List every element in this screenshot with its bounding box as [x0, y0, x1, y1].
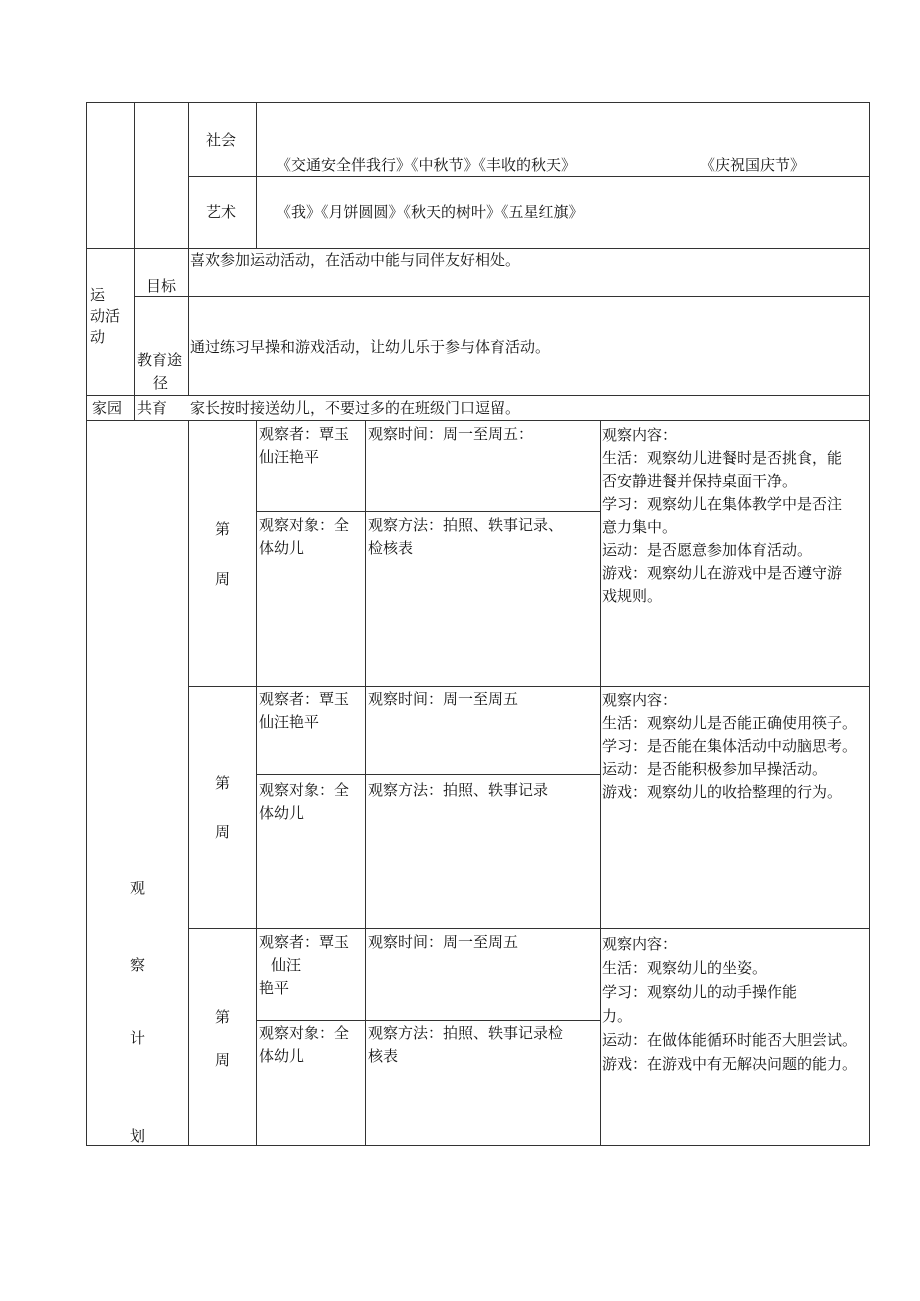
sports-label: 运 动活 动 — [90, 286, 121, 346]
week-label: 第 — [215, 1008, 231, 1026]
home-label: 家园 — [92, 399, 123, 417]
week3-content: 观察内容： 生活：观察幼儿的坐姿。 学习：观察幼儿的动手操作能 力。 运动：在做体能循环时能否大胆尝试。 游戏：在游戏中有无解决问题的能力。 — [602, 935, 858, 1073]
art-content: 《我》《月饼圆圆》《秋天的树叶》《五星红旗》 — [276, 203, 584, 221]
sports-method-label: 教育途 径 — [137, 351, 183, 392]
week3-observer: 观察者：覃玉 仙汪 艳平 — [259, 933, 350, 997]
week3-method: 观察方法：拍照、轶事记录检 核表 — [368, 1024, 564, 1065]
week2-target: 观察对象：全 体幼儿 — [259, 781, 350, 822]
week-label-b: 周 — [215, 1051, 231, 1069]
social-content-extra: 《庆祝国庆节》 — [700, 156, 806, 174]
home-label-b: 共育 — [137, 399, 168, 417]
social-label: 社会 — [206, 131, 237, 149]
week2-content: 观察内容： 生活：观察幼儿是否能正确使用筷子。 学习：是否能在集体活动中动脑思考。 运动：是否能积极参加早操活动。 游戏：观察幼儿的收拾整理的行为。 — [602, 691, 858, 801]
week3-time: 观察时间：周一至周五 — [368, 933, 519, 951]
week2-time: 观察时间：周一至周五 — [368, 690, 519, 708]
week1-time: 观察时间：周一至周五： — [368, 425, 534, 443]
observation-title-char-2: 察 — [130, 956, 146, 974]
sports-goal-label: 目标 — [146, 277, 177, 295]
week2-observer: 观察者：覃玉 仙汪艳平 — [259, 690, 350, 731]
week-label: 第 — [215, 520, 231, 538]
observation-title-char-4: 划 — [130, 1127, 146, 1145]
art-label: 艺术 — [206, 203, 237, 221]
week-label-b: 周 — [215, 570, 231, 588]
week1-method: 观察方法：拍照、轶事记录、 检核表 — [368, 516, 564, 557]
home-text: 家长按时接送幼儿，不要过多的在班级门口逗留。 — [190, 399, 521, 417]
week1-observer: 观察者：覃玉 仙汪艳平 — [259, 425, 350, 466]
sports-method-text: 通过练习早操和游戏活动，让幼儿乐于参与体育活动。 — [190, 338, 551, 356]
week1-target: 观察对象：全 体幼儿 — [259, 516, 350, 557]
week2-method: 观察方法：拍照、轶事记录 — [368, 781, 549, 799]
sports-goal-text: 喜欢参加运动活动，在活动中能与同伴友好相处。 — [190, 251, 521, 269]
week3-target: 观察对象：全 体幼儿 — [259, 1024, 350, 1065]
week-label: 第 — [215, 774, 231, 792]
week1-content: 观察内容： 生活：观察幼儿进餐时是否挑食，能 否安静进餐并保持桌面干净。 学习：观察幼儿在集体教学中是否注 意力集中。 运动：是否愿意参加体育活动。 游戏：观察幼儿在游戏中是否遵守游 戏规则。 — [602, 426, 843, 605]
observation-title-char-1: 观 — [130, 879, 146, 897]
social-content: 《交通安全伴我行》《中秋节》《丰收的秋天》 — [276, 156, 577, 174]
observation-title-char-3: 计 — [130, 1029, 146, 1047]
week-label-b: 周 — [215, 823, 231, 841]
